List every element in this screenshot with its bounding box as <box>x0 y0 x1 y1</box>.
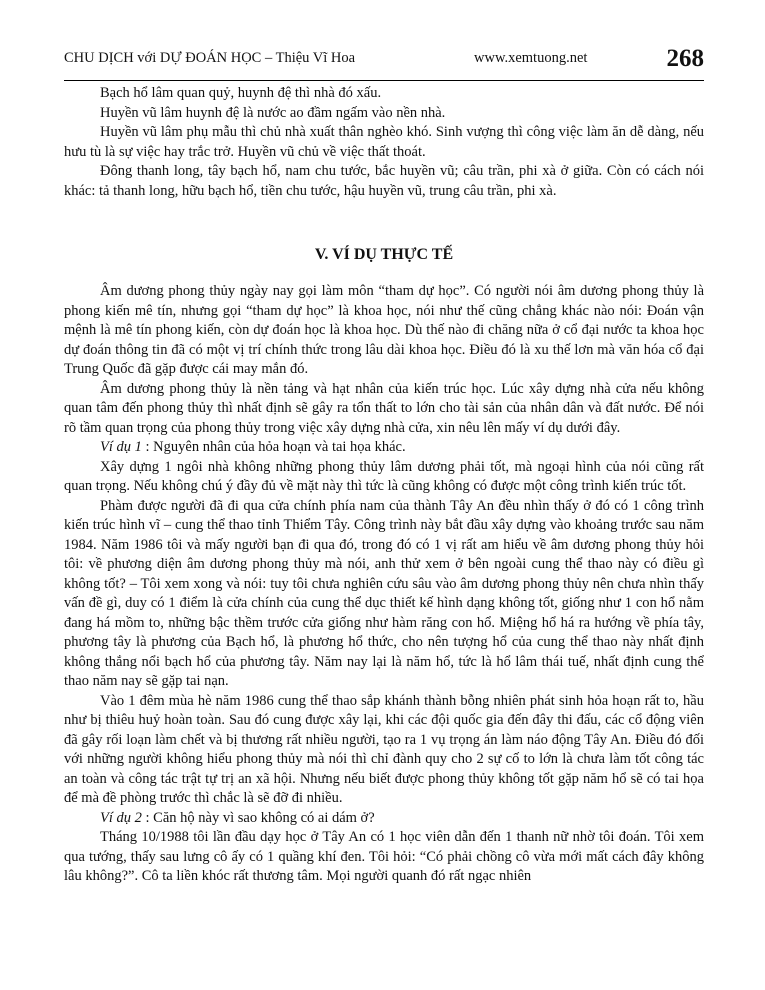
example-label: Ví dụ 1 <box>100 439 142 455</box>
page-number: 268 <box>666 45 704 72</box>
header-rule <box>64 80 704 81</box>
example-title: : Nguyên nhân của hỏa hoạn và tai họa khác. <box>141 439 406 455</box>
example-label: Ví dụ 2 <box>100 809 142 826</box>
body-paragraph: Tháng 10/1988 tôi lần đầu dạy học ở Tây An có 1 học viên dẫn đến 1 thanh nữ nhờ tôi đoán. Tôi xem qua tướng, thấy sau lưng cô ấy có 1 quầng khí đen. Tôi hỏi: “Có phải chồng cô vừa mới mất cách đây không lâu không?”. Cô ta liền khóc rất thương tâm. Mọi người quanh đó rất ngạc nhiên <box>64 829 704 884</box>
body-paragraph: Vào 1 đêm mùa hè năm 1986 cung thể thao sắp khánh thành bỗng nhiên phát sinh hỏa hoạn rất to, hầu như bị thiêu huỷ hoàn toàn. Sau đó cung được xây lại, khi các đội quốc gia đến đây thi đấu, các cổ động viên đã gây rối loạn làm chết và bị thương rất nhiều người, tạo ra 1 vụ trọng án làm náo động Tây An. Điều đó đối với những người không hiểu phong thủy mà nói thì chỉ đành quy cho 2 sự cố to lớn là chưa làm tốt công tác an toàn và công tác trật tự trị an xã hội. Nhưng nếu biết được phong thủy không tốt gặp năm hổ sẽ có tai họa để mà đề phòng trước thì chắc là sẽ đỡ đi nhiều. <box>64 692 704 806</box>
section-heading: V. VÍ DỤ THỰC TẾ <box>314 246 454 263</box>
book-title: CHU DỊCH với DỰ ĐOÁN HỌC – Thiệu Vĩ Hoa <box>64 50 356 66</box>
intro-paragraph: Huyền vũ lâm huynh đệ là nước ao đầm ngấm vào nền nhà. <box>100 104 446 121</box>
example-2-heading <box>64 809 704 829</box>
body-paragraph: Phàm được người đã đi qua cửa chính phía nam của thành Tây An đều nhìn thấy ở đó có 1 công trình kiến trúc hình vĩ – cung thể thao tỉnh Thiểm Tây. Công trình này bắt đầu xây dựng vào khoảng trước sau năm 1984. Năm 1986 tôi và mấy người bạn đi qua đó, trong đó có 1 vị rất am hiểu về âm dương phong thủy hỏi tôi: về phương diện âm dương phong thủy mà nói, anh thử xem ở bên ngoài cung thể thao này có điều gì không tốt? – Tôi xem xong và nói: tuy tôi chưa nghiên cứu sâu vào âm dương phong thủy nên chưa nhìn thấy vấn đề gì, duy có 1 điểm là cửa chính của cung thể dục thiết kế hình dạng không tốt, giống như 1 con hổ nằm đang há mồm to, những bậc thềm trước cửa giống như hàm răng con hổ. Miệng hổ há ra hướng về phía tây, phương tây là phương của Bạch hổ, là phương hổ thức, cho nên tượng hổ của cung thể thao này nhất định không thắng nổi bạch hổ của phương tây. Năm nay lại là năm hổ, tức là hổ lâm thái tuế, nhất định cung thể thao năm nay sẽ gặp tai nạn. <box>64 497 704 689</box>
page-body <box>64 84 704 887</box>
intro-paragraph: Bạch hổ lâm quan quỷ, huynh đệ thì nhà đó xấu. <box>100 85 382 101</box>
website-url[interactable]: www.xemtuong.net <box>474 50 588 66</box>
example-title: : Căn hộ này vì sao không có ai dám ở? <box>141 809 375 826</box>
intro-paragraph: Huyền vũ lâm phụ mẫu thì chủ nhà xuất thân nghèo khó. Sinh vượng thì công việc làm ăn dễ dàng, nếu hưu tù là sự việc hay trắc trở. Huyền vũ chủ về việc thất thoát. <box>64 124 704 160</box>
example-1-heading <box>64 438 704 458</box>
page-header <box>64 44 704 84</box>
body-paragraph: Xây dựng 1 ngôi nhà không những phong thủy lâm dương phải tốt, mà ngoại hình của nói cũng rất quan trọng. Nếu không chú ý đầy đủ về mặt này thì tức là cũng không có được một công trình kiến trúc tốt. <box>64 458 704 494</box>
body-paragraph: Âm dương phong thủy ngày nay gọi làm môn “tham dự học”. Có người nói âm dương phong thủy là phong kiến mê tín, nhưng gọi “tham dự học” là khoa học, nói như thế cũng chẳng khác nào nói: Đoán vận mệnh là mê tín phong kiến, còn dự đoán học là khoa học. Dù thế nào đi chăng nữa ở cổ đại nước ta khoa học dự đoán thông tin đã có một vị trí chính thức trong lâu dài khoa học. Điều đó là xu thế lơn mà văn hóa cổ đại Trung Quốc đã gặp được cái may mắn đó. <box>64 283 704 377</box>
body-paragraph: Âm dương phong thủy là nền tảng và hạt nhân của kiến trúc học. Lúc xây dựng nhà cửa nếu không quan tâm đến phong thủy thì nhất định sẽ gây ra tổn thất to lớn cho tài sản của nhân dân và đất nước. Để nói rõ tầm quan trọng của phong thủy trong việc xây dựng nhà cửa, xin nêu lên mấy ví dụ dưới đây. <box>64 380 704 436</box>
intro-paragraph: Đông thanh long, tây bạch hổ, nam chu tước, bắc huyền vũ; câu trần, phi xà ở giữa. Còn có cách nói khác: tả thanh long, hữu bạch hổ, tiền chu tước, hậu huyền vũ, trung câu trần, phi xà. <box>64 163 704 199</box>
